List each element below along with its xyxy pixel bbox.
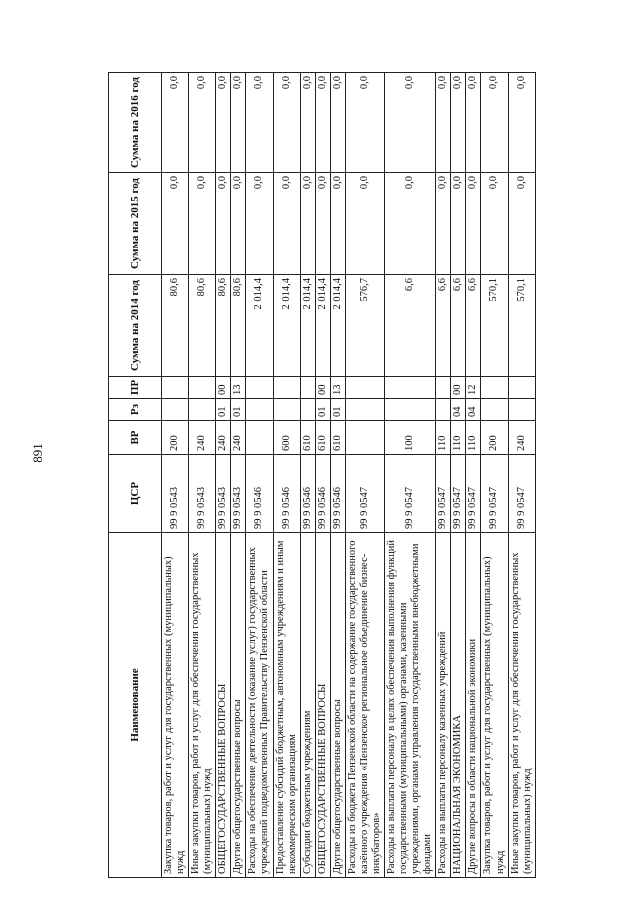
- row-name: Расходы из бюджета Пензенской области на содержание государственного казённого учреждения «Пензенское региональное объединение бизнес-инкубаторов»: [345, 533, 384, 878]
- row-sum-2016: 0,0: [300, 73, 315, 173]
- row-sum-2014: 570,1: [508, 275, 535, 377]
- table-row: [189, 73, 216, 878]
- row-sum-2014: 80,6: [162, 275, 189, 377]
- row-pr: 00: [451, 377, 466, 399]
- row-sum-2015: 0,0: [345, 173, 384, 275]
- row-pr: [300, 377, 315, 399]
- row-sum-2015: 0,0: [216, 173, 231, 275]
- row-sum-2014: 576,7: [345, 275, 384, 377]
- row-sum-2015: 0,0: [246, 173, 273, 275]
- row-sum-2014: 80,6: [216, 275, 231, 377]
- budget-table-container: [108, 73, 554, 878]
- row-sum-2015: 0,0: [451, 173, 466, 275]
- row-sum-2014: 6,6: [436, 275, 451, 377]
- row-pr: 13: [330, 377, 345, 399]
- row-pr: [385, 377, 436, 399]
- row-name: Иные закупки товаров, работ и услуг для обеспечения государственных (муниципальных) нужд: [189, 533, 216, 878]
- row-sum-2016: 0,0: [246, 73, 273, 173]
- row-pr: [189, 377, 216, 399]
- header-vr: ВР: [109, 421, 162, 455]
- row-sum-2015: 0,0: [436, 173, 451, 275]
- table-row: [451, 73, 466, 878]
- row-sum-2014: 570,1: [481, 275, 508, 377]
- table-row: [466, 73, 481, 878]
- row-rz: [273, 399, 300, 421]
- row-pr: [246, 377, 273, 399]
- row-name: Расходы на выплаты персоналу в целях обеспечения выполнения функций государственными (муниципальными) органами, казенными учреждениями, органами управления государственными внебюджетными фондами: [385, 533, 436, 878]
- table-header-row: [109, 73, 162, 878]
- row-sum-2016: 0,0: [162, 73, 189, 173]
- row-sum-2015: 0,0: [273, 173, 300, 275]
- row-name: Субсидии бюджетным учреждениям: [300, 533, 315, 878]
- row-vr: [246, 421, 273, 455]
- row-rz: 04: [466, 399, 481, 421]
- row-csr: 99 9 0547: [451, 455, 466, 533]
- row-sum-2015: 0,0: [315, 173, 330, 275]
- page-number: 891: [30, 443, 45, 463]
- row-vr: 240: [189, 421, 216, 455]
- row-vr: 240: [231, 421, 246, 455]
- row-sum-2015: 0,0: [300, 173, 315, 275]
- budget-table: [108, 72, 536, 878]
- row-vr: 100: [385, 421, 436, 455]
- row-name: Расходы на обеспечение деятельности (оказание услуг) государственных учреждений подведомственных Правительству Пензенской области: [246, 533, 273, 878]
- row-vr: [345, 421, 384, 455]
- row-csr: 99 9 0543: [162, 455, 189, 533]
- row-csr: 99 9 0547: [481, 455, 508, 533]
- row-sum-2015: 0,0: [508, 173, 535, 275]
- row-csr: 99 9 0546: [330, 455, 345, 533]
- row-csr: 99 9 0546: [315, 455, 330, 533]
- row-name: Предоставление субсидий бюджетным, автономным учреждениям и иным некоммерческим организациям: [273, 533, 300, 878]
- table-row: [273, 73, 300, 878]
- row-csr: 99 9 0547: [508, 455, 535, 533]
- row-pr: [273, 377, 300, 399]
- row-name: Другие вопросы в области национальной экономики: [466, 533, 481, 878]
- row-sum-2015: 0,0: [385, 173, 436, 275]
- row-vr: 110: [451, 421, 466, 455]
- header-pr: ПР: [109, 377, 162, 399]
- row-name: Закупка товаров, работ и услуг для государственных (муниципальных) нужд: [481, 533, 508, 878]
- row-csr: 99 9 0543: [216, 455, 231, 533]
- row-pr: 13: [231, 377, 246, 399]
- row-rz: [508, 399, 535, 421]
- row-rz: [385, 399, 436, 421]
- header-csr: ЦСР: [109, 455, 162, 533]
- row-vr: 200: [481, 421, 508, 455]
- row-sum-2016: 0,0: [330, 73, 345, 173]
- header-sum-2014: Сумма на 2014 год: [109, 275, 162, 377]
- row-sum-2016: 0,0: [508, 73, 535, 173]
- row-sum-2016: 0,0: [451, 73, 466, 173]
- row-sum-2015: 0,0: [481, 173, 508, 275]
- row-pr: [162, 377, 189, 399]
- header-rz: Рз: [109, 399, 162, 421]
- row-sum-2016: 0,0: [315, 73, 330, 173]
- table-row: [300, 73, 315, 878]
- row-sum-2016: 0,0: [385, 73, 436, 173]
- row-name: Закупка товаров, работ и услуг для государственных (муниципальных) нужд: [162, 533, 189, 878]
- table-row: [481, 73, 508, 878]
- row-name: НАЦИОНАЛЬНАЯ ЭКОНОМИКА: [451, 533, 466, 878]
- row-sum-2014: 80,6: [189, 275, 216, 377]
- row-sum-2015: 0,0: [162, 173, 189, 275]
- table-row: [385, 73, 436, 878]
- row-name: Расходы на выплаты персоналу казенных учреждений: [436, 533, 451, 878]
- row-vr: 110: [466, 421, 481, 455]
- row-pr: [436, 377, 451, 399]
- row-sum-2016: 0,0: [231, 73, 246, 173]
- row-rz: 04: [451, 399, 466, 421]
- table-row: [162, 73, 189, 878]
- row-pr: [345, 377, 384, 399]
- row-rz: 01: [231, 399, 246, 421]
- row-sum-2014: 2 014,4: [330, 275, 345, 377]
- row-csr: 99 9 0546: [273, 455, 300, 533]
- table-row: [345, 73, 384, 878]
- row-name: ОБЩЕГОСУДАРСТВЕННЫЕ ВОПРОСЫ: [216, 533, 231, 878]
- row-pr: 12: [466, 377, 481, 399]
- header-sum-2016: Сумма на 2016 год: [109, 73, 162, 173]
- row-pr: [508, 377, 535, 399]
- table-row: [330, 73, 345, 878]
- row-csr: 99 9 0547: [436, 455, 451, 533]
- row-rz: 01: [216, 399, 231, 421]
- row-sum-2014: 80,6: [231, 275, 246, 377]
- row-vr: 240: [508, 421, 535, 455]
- row-vr: 610: [315, 421, 330, 455]
- row-pr: [481, 377, 508, 399]
- table-row: [246, 73, 273, 878]
- row-sum-2016: 0,0: [345, 73, 384, 173]
- row-vr: 240: [216, 421, 231, 455]
- row-csr: 99 9 0543: [231, 455, 246, 533]
- row-rz: [189, 399, 216, 421]
- row-csr: 99 9 0547: [385, 455, 436, 533]
- row-rz: [436, 399, 451, 421]
- row-sum-2015: 0,0: [189, 173, 216, 275]
- row-sum-2015: 0,0: [231, 173, 246, 275]
- row-sum-2014: 2 014,4: [246, 275, 273, 377]
- row-sum-2016: 0,0: [466, 73, 481, 173]
- row-sum-2014: 6,6: [451, 275, 466, 377]
- row-sum-2014: 2 014,4: [273, 275, 300, 377]
- row-name: Иные закупки товаров, работ и услуг для обеспечения государственных (муниципальных) нужд: [508, 533, 535, 878]
- row-vr: 610: [300, 421, 315, 455]
- row-vr: 610: [330, 421, 345, 455]
- table-row: [315, 73, 330, 878]
- row-csr: 99 9 0543: [189, 455, 216, 533]
- table-row: [436, 73, 451, 878]
- header-sum-2015: Сумма на 2015 год: [109, 173, 162, 275]
- table-row: [231, 73, 246, 878]
- row-csr: 99 9 0547: [466, 455, 481, 533]
- row-pr: 00: [216, 377, 231, 399]
- row-rz: [481, 399, 508, 421]
- row-sum-2016: 0,0: [273, 73, 300, 173]
- row-name: ОБЩЕГОСУДАРСТВЕННЫЕ ВОПРОСЫ: [315, 533, 330, 878]
- row-csr: 99 9 0547: [345, 455, 384, 533]
- row-rz: [162, 399, 189, 421]
- row-sum-2016: 0,0: [216, 73, 231, 173]
- row-sum-2016: 0,0: [189, 73, 216, 173]
- row-sum-2015: 0,0: [466, 173, 481, 275]
- row-pr: 00: [315, 377, 330, 399]
- row-rz: [300, 399, 315, 421]
- table-row: [508, 73, 535, 878]
- row-sum-2016: 0,0: [481, 73, 508, 173]
- row-sum-2014: 6,6: [385, 275, 436, 377]
- row-vr: 600: [273, 421, 300, 455]
- row-name: Другие общегосударственные вопросы: [330, 533, 345, 878]
- row-sum-2014: 2 014,4: [300, 275, 315, 377]
- row-sum-2016: 0,0: [436, 73, 451, 173]
- row-csr: 99 9 0546: [300, 455, 315, 533]
- row-rz: 01: [315, 399, 330, 421]
- table-row: [216, 73, 231, 878]
- row-sum-2014: 2 014,4: [315, 275, 330, 377]
- header-name: Наименование: [109, 533, 162, 878]
- row-csr: 99 9 0546: [246, 455, 273, 533]
- row-vr: 110: [436, 421, 451, 455]
- row-sum-2015: 0,0: [330, 173, 345, 275]
- row-rz: [246, 399, 273, 421]
- row-name: Другие общегосударственные вопросы: [231, 533, 246, 878]
- row-sum-2014: 6,6: [466, 275, 481, 377]
- row-rz: [345, 399, 384, 421]
- row-rz: 01: [330, 399, 345, 421]
- row-vr: 200: [162, 421, 189, 455]
